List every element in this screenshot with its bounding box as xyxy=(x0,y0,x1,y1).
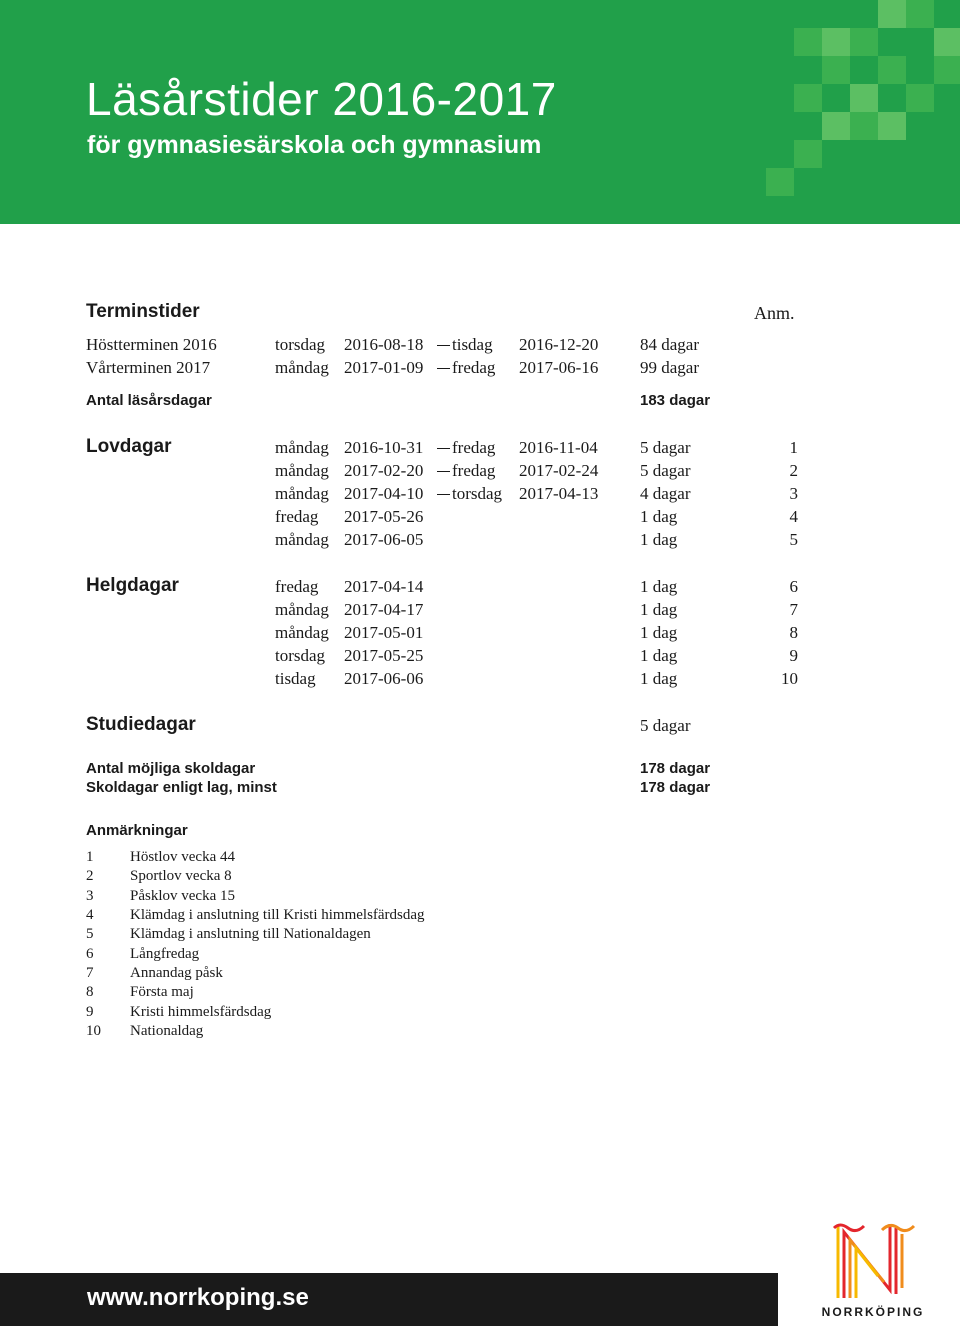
day-count: 5 dagar xyxy=(640,438,691,457)
note-text: Klämdag i anslutning till Nationaldagen xyxy=(130,926,371,942)
note-item xyxy=(0,945,600,964)
date: 2017-04-14 xyxy=(344,577,424,596)
weekday: tisdag xyxy=(275,669,316,688)
norrkoping-wordmark: NORRKÖPING xyxy=(821,1305,925,1319)
note-text: Kristi himmelsfärdsdag xyxy=(130,1004,272,1020)
start-weekday: måndag xyxy=(275,438,329,457)
pixel-pattern-icon xyxy=(760,0,960,200)
start-weekday: måndag xyxy=(275,461,329,480)
total-days-label: Antal läsårsdagar xyxy=(86,392,212,409)
lovdag-row xyxy=(0,483,960,505)
helgdag-row xyxy=(0,576,960,598)
weekday: måndag xyxy=(275,600,329,619)
anm-number: 7 xyxy=(789,600,798,619)
note-text: Nationaldag xyxy=(130,1023,204,1039)
helgdag-row xyxy=(0,645,960,667)
possible-days-label: Antal möjliga skoldagar xyxy=(86,760,256,777)
norrkoping-n-logo-icon xyxy=(830,1218,916,1302)
note-text: Sportlov vecka 8 xyxy=(130,868,232,884)
note-number: 5 xyxy=(86,926,94,942)
lovdagar-heading: Lovdagar xyxy=(86,436,172,457)
start-weekday: måndag xyxy=(275,484,329,503)
note-item xyxy=(0,887,600,906)
anm-number: 4 xyxy=(789,507,798,526)
note-item xyxy=(0,906,600,925)
anm-number: 2 xyxy=(789,461,798,480)
termin-label: Höstterminen 2016 xyxy=(86,335,217,354)
anm-number: 1 xyxy=(789,438,798,457)
weekday: torsdag xyxy=(275,646,326,665)
weekday: måndag xyxy=(275,530,329,549)
weekday: fredag xyxy=(275,577,319,596)
anm-column-heading: Anm. xyxy=(754,303,795,323)
weekday: måndag xyxy=(275,623,329,642)
note-item xyxy=(0,867,600,886)
anm-number: 5 xyxy=(789,530,798,549)
anm-number: 9 xyxy=(789,646,798,665)
note-number: 10 xyxy=(86,1023,101,1039)
date: 2017-06-05 xyxy=(344,530,424,549)
range-dash xyxy=(437,471,450,472)
lovdag-row xyxy=(0,437,960,459)
page-title: Läsårstider 2016-2017 xyxy=(86,73,557,125)
law-days-label: Skoldagar enligt lag, minst xyxy=(86,779,277,796)
range-dash xyxy=(437,345,450,346)
start-date: 2017-02-20 xyxy=(344,461,424,480)
range-dash xyxy=(437,494,450,495)
start-weekday: måndag xyxy=(275,358,329,377)
note-number: 1 xyxy=(86,849,94,865)
law-days-value: 178 dagar xyxy=(640,779,711,796)
note-text: Första maj xyxy=(130,984,194,1000)
lovdag-row xyxy=(0,506,960,528)
note-text: Klämdag i anslutning till Kristi himmelsfärdsdag xyxy=(130,907,425,923)
date: 2017-05-25 xyxy=(344,646,424,665)
range-dash xyxy=(437,448,450,449)
note-item xyxy=(0,983,600,1002)
note-number: 2 xyxy=(86,868,94,884)
date: 2017-05-01 xyxy=(344,623,424,642)
page-subtitle: för gymnasiesärskola och gymnasium xyxy=(87,131,542,159)
note-number: 8 xyxy=(86,984,94,1000)
day-count: 1 dag xyxy=(640,507,678,526)
anm-number: 10 xyxy=(781,669,798,688)
date: 2017-04-17 xyxy=(344,600,424,619)
end-date: 2017-06-16 xyxy=(519,358,599,377)
note-text: Annandag påsk xyxy=(130,965,223,981)
studiedagar-row xyxy=(0,715,960,737)
day-count: 1 dag xyxy=(640,530,678,549)
note-number: 4 xyxy=(86,907,94,923)
day-count: 1 dag xyxy=(640,600,678,619)
day-count: 4 dagar xyxy=(640,484,691,503)
note-item xyxy=(0,848,600,867)
note-item xyxy=(0,1022,600,1041)
note-number: 3 xyxy=(86,888,94,904)
total-days-value: 183 dagar xyxy=(640,392,711,409)
anm-number: 6 xyxy=(789,577,798,596)
helgdag-row xyxy=(0,668,960,690)
anm-number: 8 xyxy=(789,623,798,642)
start-weekday: torsdag xyxy=(275,335,326,354)
lovdag-row xyxy=(0,460,960,482)
end-weekday: tisdag xyxy=(452,335,493,354)
note-text: Påsklov vecka 15 xyxy=(130,888,235,904)
notes-heading: Anmärkningar xyxy=(86,822,188,839)
day-count: 1 dag xyxy=(640,646,678,665)
helgdagar-heading: Helgdagar xyxy=(86,575,179,596)
lovdag-row xyxy=(0,529,960,551)
day-count: 1 dag xyxy=(640,669,678,688)
end-date: 2016-12-20 xyxy=(519,335,599,354)
start-date: 2017-01-09 xyxy=(344,358,424,377)
day-count: 1 dag xyxy=(640,577,678,596)
helgdag-row xyxy=(0,622,960,644)
note-item xyxy=(0,964,600,983)
end-date: 2017-02-24 xyxy=(519,461,599,480)
day-count: 5 dagar xyxy=(640,716,691,735)
end-weekday: fredag xyxy=(452,358,496,377)
note-item xyxy=(0,1003,600,1022)
start-date: 2016-08-18 xyxy=(344,335,424,354)
date: 2017-05-26 xyxy=(344,507,424,526)
end-weekday: fredag xyxy=(452,461,496,480)
end-weekday: torsdag xyxy=(452,484,503,503)
website-link[interactable]: www.norrkoping.se xyxy=(87,1284,309,1311)
note-number: 6 xyxy=(86,946,94,962)
range-dash xyxy=(437,368,450,369)
possible-days-value: 178 dagar xyxy=(640,760,711,777)
note-text: Höstlov vecka 44 xyxy=(130,849,235,865)
anm-number: 3 xyxy=(789,484,798,503)
weekday: fredag xyxy=(275,507,319,526)
day-count: 1 dag xyxy=(640,623,678,642)
day-count: 5 dagar xyxy=(640,461,691,480)
helgdag-row xyxy=(0,599,960,621)
end-date: 2016-11-04 xyxy=(519,438,598,457)
start-date: 2017-04-10 xyxy=(344,484,424,503)
end-date: 2017-04-13 xyxy=(519,484,599,503)
day-count: 99 dagar xyxy=(640,358,700,377)
header-band xyxy=(0,0,960,224)
day-count: 84 dagar xyxy=(640,335,700,354)
note-number: 9 xyxy=(86,1004,94,1020)
date: 2017-06-06 xyxy=(344,669,424,688)
terminstider-heading: Terminstider xyxy=(86,301,200,322)
end-weekday: fredag xyxy=(452,438,496,457)
note-text: Långfredag xyxy=(130,946,200,962)
termin-row xyxy=(0,334,960,356)
note-item xyxy=(0,925,600,944)
start-date: 2016-10-31 xyxy=(344,438,424,457)
note-number: 7 xyxy=(86,965,94,981)
studiedagar-heading: Studiedagar xyxy=(86,714,196,735)
termin-row xyxy=(0,357,960,379)
termin-label: Vårterminen 2017 xyxy=(86,358,211,377)
